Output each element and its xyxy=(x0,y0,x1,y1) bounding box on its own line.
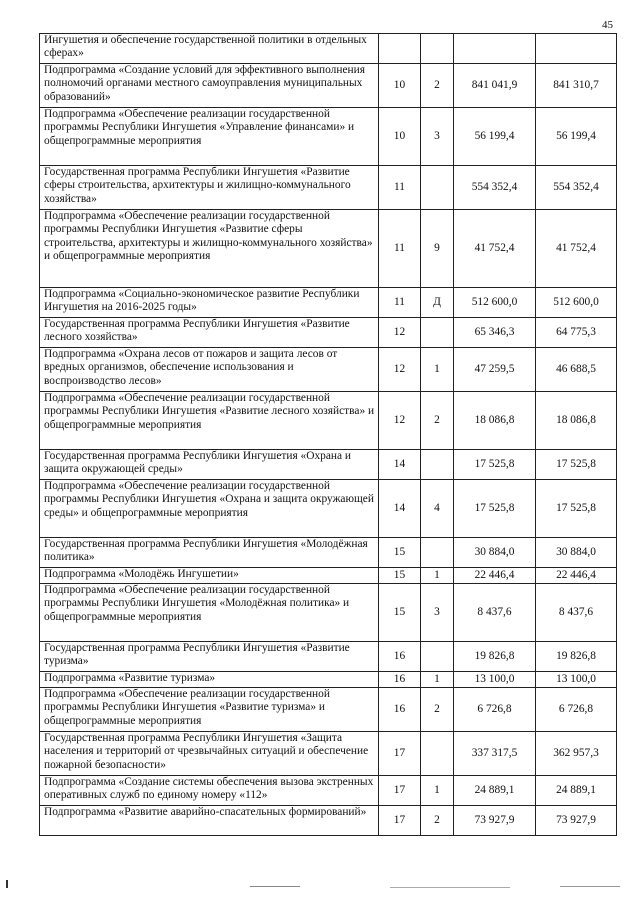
amount-cell-first: 17 525,8 xyxy=(454,480,536,538)
amount-cell-first: 24 889,1 xyxy=(454,776,536,806)
table-row xyxy=(40,108,617,166)
subprogram-code-cell: 3 xyxy=(421,108,454,166)
table-row xyxy=(40,210,617,288)
program-code-cell: 17 xyxy=(379,732,421,776)
table-row xyxy=(40,450,617,480)
amount-cell-first: 30 884,0 xyxy=(454,538,536,568)
amount-cell-second: 46 688,5 xyxy=(536,348,617,392)
program-name-cell: Подпрограмма «Обеспечение реализации государственной программы Республики Ингушетия «Развитие сферы строительства, архитектуры и жилищно-коммунального хозяйства» и общепрограммные мероприятия xyxy=(40,210,379,288)
amount-cell-second: 41 752,4 xyxy=(536,210,617,288)
program-code-cell xyxy=(379,34,421,64)
amount-cell-second: 554 352,4 xyxy=(536,166,617,210)
program-code-cell: 17 xyxy=(379,776,421,806)
subprogram-code-cell xyxy=(421,538,454,568)
program-code-cell: 15 xyxy=(379,538,421,568)
program-name-cell: Подпрограмма «Создание условий для эффективного выполнения полномочий органами местного самоуправления муниципальных образований» xyxy=(40,64,379,108)
program-code-cell: 14 xyxy=(379,450,421,480)
program-name-cell: Подпрограмма «Обеспечение реализации государственной программы Республики Ингушетия «Развитие лесного хозяйства» и общепрограммные мероприятия xyxy=(40,392,379,450)
program-name-cell: Подпрограмма «Молодёжь Ингушетии» xyxy=(40,568,379,584)
program-code-cell: 15 xyxy=(379,584,421,642)
amount-cell-second: 64 775,3 xyxy=(536,318,617,348)
amount-cell-second: 13 100,0 xyxy=(536,672,617,688)
subprogram-code-cell: 2 xyxy=(421,688,454,732)
program-code-cell: 14 xyxy=(379,480,421,538)
table-row xyxy=(40,480,617,538)
table-row xyxy=(40,688,617,732)
program-name-cell: Государственная программа Республики Ингушетия «Развитие туризма» xyxy=(40,642,379,672)
program-name-cell: Ингушетия и обеспечение государственной политики в отдельных сферах» xyxy=(40,34,379,64)
subprogram-code-cell: 1 xyxy=(421,776,454,806)
program-name-cell: Государственная программа Республики Ингушетия «Развитие лесного хозяйства» xyxy=(40,318,379,348)
amount-cell-second: 22 446,4 xyxy=(536,568,617,584)
amount-cell-first xyxy=(454,34,536,64)
amount-cell-second: 30 884,0 xyxy=(536,538,617,568)
amount-cell-first: 22 446,4 xyxy=(454,568,536,584)
table-row xyxy=(40,348,617,392)
table-row xyxy=(40,318,617,348)
program-name-cell: Подпрограмма «Обеспечение реализации государственной программы Республики Ингушетия «Молодёжная политика» и общепрограммные мероприятия xyxy=(40,584,379,642)
table-row xyxy=(40,392,617,450)
table-row xyxy=(40,288,617,318)
subprogram-code-cell: 9 xyxy=(421,210,454,288)
table-row xyxy=(40,166,617,210)
subprogram-code-cell xyxy=(421,450,454,480)
program-name-cell: Подпрограмма «Обеспечение реализации государственной программы Республики Ингушетия «Развитие туризма» и общепрограммные мероприятия xyxy=(40,688,379,732)
program-name-cell: Подпрограмма «Развитие аварийно-спасательных формирований» xyxy=(40,806,379,836)
amount-cell-second: 19 826,8 xyxy=(536,642,617,672)
subprogram-code-cell: 1 xyxy=(421,672,454,688)
subprogram-code-cell: 4 xyxy=(421,480,454,538)
subprogram-code-cell: 2 xyxy=(421,806,454,836)
program-code-cell: 12 xyxy=(379,392,421,450)
amount-cell-second xyxy=(536,34,617,64)
program-name-cell: Государственная программа Республики Ингушетия «Защита населения и территорий от чрезвычайных ситуаций и обеспечение пожарной безопасности» xyxy=(40,732,379,776)
program-code-cell: 11 xyxy=(379,166,421,210)
amount-cell-second: 841 310,7 xyxy=(536,64,617,108)
amount-cell-second: 8 437,6 xyxy=(536,584,617,642)
amount-cell-second: 73 927,9 xyxy=(536,806,617,836)
amount-cell-second: 17 525,8 xyxy=(536,480,617,538)
subprogram-code-cell: 1 xyxy=(421,348,454,392)
amount-cell-first: 512 600,0 xyxy=(454,288,536,318)
amount-cell-first: 18 086,8 xyxy=(454,392,536,450)
table-row xyxy=(40,806,617,836)
amount-cell-first: 47 259,5 xyxy=(454,348,536,392)
amount-cell-first: 6 726,8 xyxy=(454,688,536,732)
subprogram-code-cell: 3 xyxy=(421,584,454,642)
amount-cell-second: 362 957,3 xyxy=(536,732,617,776)
amount-cell-second: 6 726,8 xyxy=(536,688,617,732)
amount-cell-first: 13 100,0 xyxy=(454,672,536,688)
amount-cell-second: 512 600,0 xyxy=(536,288,617,318)
subprogram-code-cell: Д xyxy=(421,288,454,318)
subprogram-code-cell xyxy=(421,732,454,776)
amount-cell-first: 41 752,4 xyxy=(454,210,536,288)
table-row xyxy=(40,642,617,672)
subprogram-code-cell xyxy=(421,318,454,348)
amount-cell-first: 17 525,8 xyxy=(454,450,536,480)
program-name-cell: Подпрограмма «Охрана лесов от пожаров и защита лесов от вредных организмов, обеспечение использования и воспроизводство лесов» xyxy=(40,348,379,392)
amount-cell-second: 17 525,8 xyxy=(536,450,617,480)
amount-cell-second: 24 889,1 xyxy=(536,776,617,806)
program-name-cell: Государственная программа Республики Ингушетия «Молодёжная политика» xyxy=(40,538,379,568)
amount-cell-second: 56 199,4 xyxy=(536,108,617,166)
amount-cell-first: 8 437,6 xyxy=(454,584,536,642)
table-row xyxy=(40,584,617,642)
amount-cell-first: 19 826,8 xyxy=(454,642,536,672)
program-code-cell: 12 xyxy=(379,348,421,392)
program-name-cell: Государственная программа Республики Ингушетия «Охрана и защита окружающей среды» xyxy=(40,450,379,480)
subprogram-code-cell: 2 xyxy=(421,64,454,108)
amount-cell-first: 56 199,4 xyxy=(454,108,536,166)
table-row xyxy=(40,34,617,64)
program-code-cell: 16 xyxy=(379,642,421,672)
table-row xyxy=(40,64,617,108)
scan-artifact-line xyxy=(390,887,510,888)
program-name-cell: Подпрограмма «Создание системы обеспечения вызова экстренных оперативных служб по единому номеру «112» xyxy=(40,776,379,806)
program-code-cell: 16 xyxy=(379,672,421,688)
page-number: 45 xyxy=(602,19,613,31)
table-row xyxy=(40,568,617,584)
program-name-cell: Подпрограмма «Обеспечение реализации государственной программы Республики Ингушетия «Охрана и защита окружающей среды» и общепрограммные мероприятия xyxy=(40,480,379,538)
table-row xyxy=(40,776,617,806)
amount-cell-first: 337 317,5 xyxy=(454,732,536,776)
amount-cell-first: 73 927,9 xyxy=(454,806,536,836)
program-name-cell: Подпрограмма «Обеспечение реализации государственной программы Республики Ингушетия «Управление финансами» и общепрограммные мероприятия xyxy=(40,108,379,166)
program-code-cell: 10 xyxy=(379,108,421,166)
program-code-cell: 16 xyxy=(379,688,421,732)
program-code-cell: 11 xyxy=(379,288,421,318)
amount-cell-first: 841 041,9 xyxy=(454,64,536,108)
amount-cell-first: 554 352,4 xyxy=(454,166,536,210)
table-row xyxy=(40,672,617,688)
subprogram-code-cell: 1 xyxy=(421,568,454,584)
program-code-cell: 15 xyxy=(379,568,421,584)
table-row xyxy=(40,732,617,776)
subprogram-code-cell xyxy=(421,642,454,672)
subprogram-code-cell xyxy=(421,166,454,210)
program-name-cell: Подпрограмма «Развитие туризма» xyxy=(40,672,379,688)
amount-cell-second: 18 086,8 xyxy=(536,392,617,450)
program-code-cell: 12 xyxy=(379,318,421,348)
scan-edge-mark xyxy=(6,880,8,888)
program-code-cell: 11 xyxy=(379,210,421,288)
program-name-cell: Государственная программа Республики Ингушетия «Развитие сферы строительства, архитектуры и жилищно-коммунального хозяйства» xyxy=(40,166,379,210)
scan-artifact-line xyxy=(250,886,300,887)
program-name-cell: Подпрограмма «Социально-экономическое развитие Республики Ингушетия на 2016-2025 годы» xyxy=(40,288,379,318)
budget-table xyxy=(39,33,617,836)
program-code-cell: 17 xyxy=(379,806,421,836)
scan-artifact-line xyxy=(560,886,620,887)
budget-table-body xyxy=(40,34,617,836)
subprogram-code-cell: 2 xyxy=(421,392,454,450)
subprogram-code-cell xyxy=(421,34,454,64)
amount-cell-first: 65 346,3 xyxy=(454,318,536,348)
table-row xyxy=(40,538,617,568)
program-code-cell: 10 xyxy=(379,64,421,108)
